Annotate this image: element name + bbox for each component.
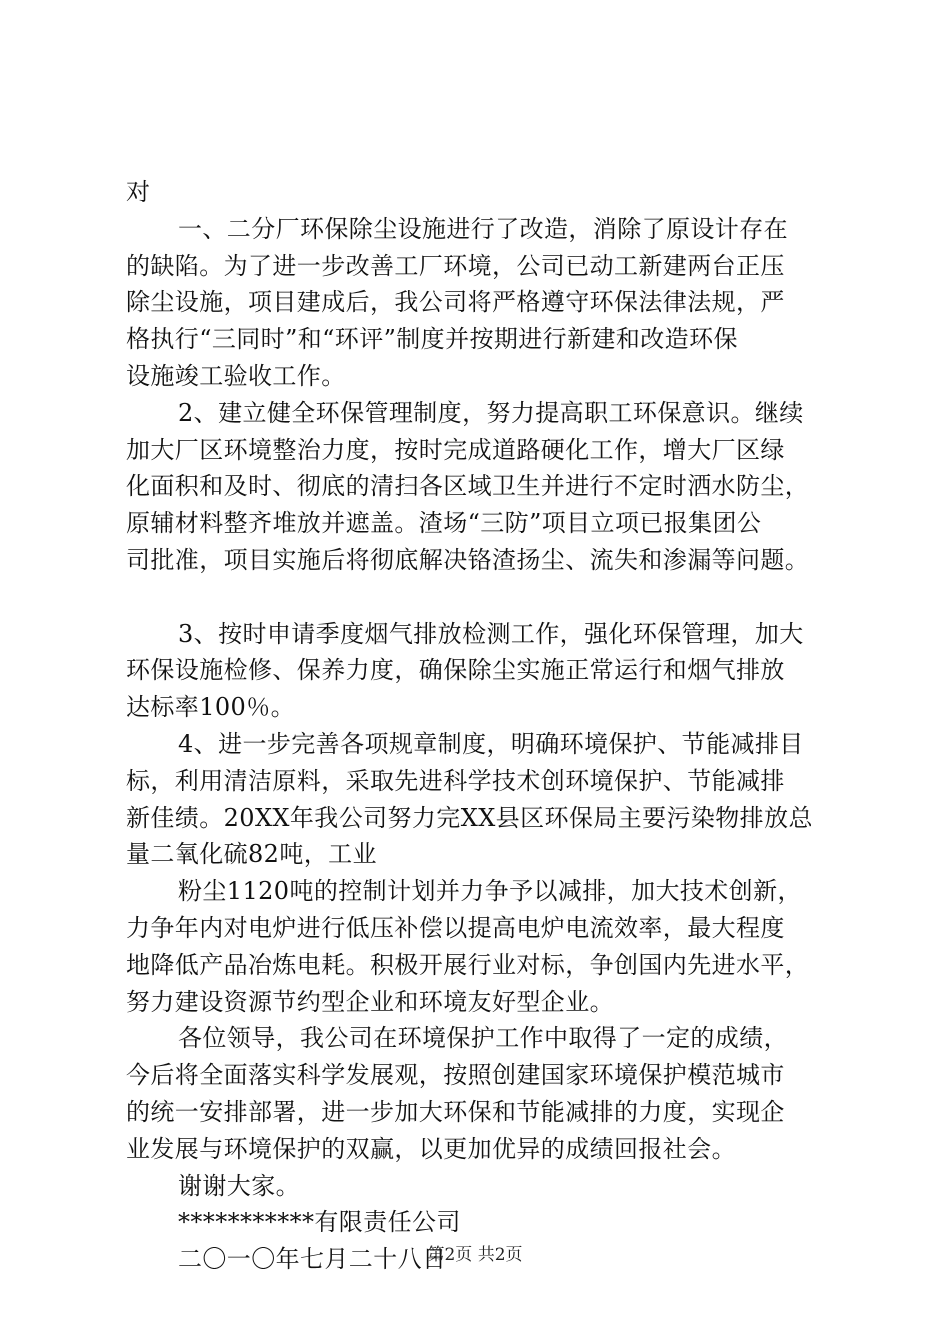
blank-line	[126, 579, 846, 616]
signature-date: 二〇一〇年七月二十八日	[178, 1245, 447, 1274]
paragraph-3-line: 环保设施检修、保养力度，确保除尘实施正常运行和烟气排放	[126, 656, 785, 685]
paragraph-3-line: 3、按时申请季度烟气排放检测工作，强化环保管理，加大	[178, 619, 804, 648]
paragraph-1-line: 一、二分厂环保除尘设施进行了改造，消除了原设计存在	[178, 214, 788, 243]
document-body	[126, 174, 846, 1278]
paragraph-4-line: 新佳绩。20XX年我公司努力完XX县区环保局主要污染物排放总	[126, 803, 813, 832]
closing-thanks: 谢谢大家。	[178, 1171, 300, 1200]
paragraph-2-line: 化面积和及时、彻底的清扫各区域卫生并进行不定时洒水防尘，	[126, 472, 810, 501]
paragraph-5-line: 力争年内对电炉进行低压补偿以提高电炉电流效率，最大程度	[126, 913, 785, 942]
paragraph-6-line: 各位领导，我公司在环境保护工作中取得了一定的成绩，	[178, 1024, 788, 1053]
paragraph-6-line: 今后将全面落实科学发展观，按照创建国家环境保护模范城市	[126, 1061, 785, 1090]
paragraph-1-line: 设施竣工验收工作。	[126, 361, 346, 390]
paragraph-4-line: 4、进一步完善各项规章制度，明确环境保护、节能减排目	[178, 729, 804, 758]
paragraph-3-line: 达标率100％。	[126, 693, 296, 722]
paragraph-4-line: 标，利用清洁原料，采取先进科学技术创环境保护、节能减排	[126, 766, 785, 795]
paragraph-2-line: 2、建立健全环保管理制度，努力提高职工环保意识。继续	[178, 398, 804, 427]
paragraph-5-line: 努力建设资源节约型企业和环境友好型企业。	[126, 987, 614, 1016]
signature-company: ***********有限责任公司	[178, 1208, 461, 1237]
paragraph-1-line: 除尘设施，项目建成后，我公司将严格遵守环保法律法规，严	[126, 288, 785, 317]
paragraph-2-line: 加大厂区环境整治力度，按时完成道路硬化工作，增大厂区绿	[126, 435, 785, 464]
paragraph-5-line: 地降低产品冶炼电耗。积极开展行业对标，争创国内先进水平，	[126, 950, 810, 979]
paragraph-4-line: 量二氧化硫82吨，工业	[126, 840, 377, 869]
paragraph-6-line: 业发展与环境保护的双赢，以更加优异的成绩回报社会。	[126, 1134, 736, 1163]
page-number-footer: 第2页 共2页	[427, 1245, 523, 1265]
paragraph-6-line: 的统一安排部署，进一步加大环保和节能减排的力度，实现企	[126, 1097, 785, 1126]
paragraph-5-line: 粉尘1120吨的控制计划并力争予以减排，加大技术创新，	[178, 877, 802, 906]
text-line: 对	[126, 178, 151, 206]
paragraph-1-line: 格执行“三同时”和“环评”制度并按期进行新建和改造环保	[126, 325, 738, 354]
paragraph-1-line: 的缺陷。为了进一步改善工厂环境，公司已动工新建两台正压	[126, 251, 785, 280]
paragraph-2-line: 司批准，项目实施后将彻底解决铬渣扬尘、流失和渗漏等问题。	[126, 545, 810, 574]
paragraph-2-line: 原辅材料整齐堆放并遮盖。渣场“三防”项目立项已报集团公	[126, 509, 762, 538]
